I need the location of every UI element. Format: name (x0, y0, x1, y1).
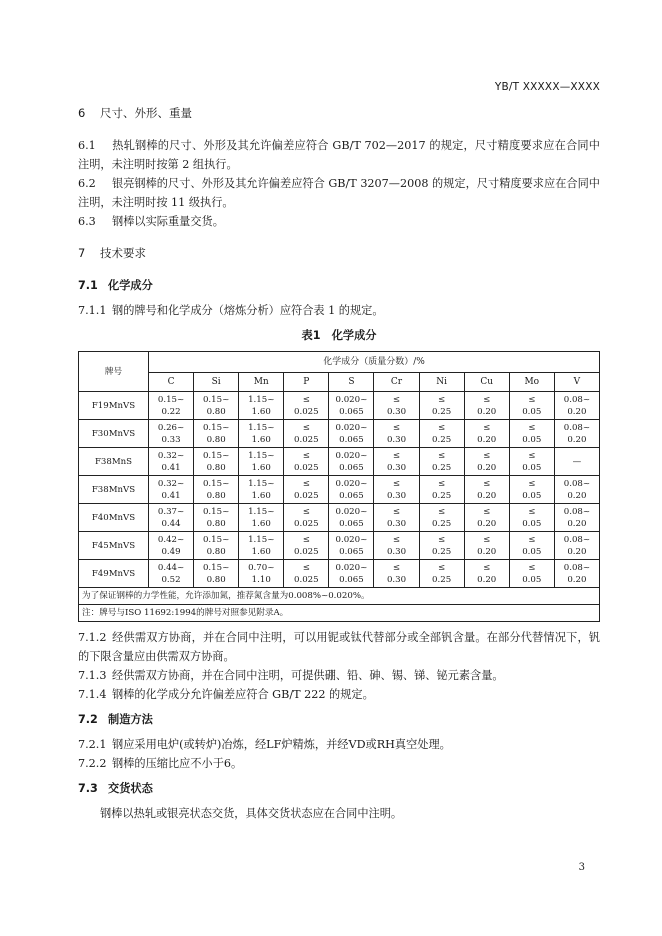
clause-7-3-text: 钢棒以热轧或银亮状态交货，具体交货状态应在合同中注明。 (100, 807, 403, 820)
value-line-1: ≤ (483, 506, 491, 517)
composition-cell (149, 532, 194, 560)
composition-cell (374, 420, 419, 448)
value-line-1: 0.15~ (202, 450, 230, 461)
value-line-1: 0.37~ (157, 506, 185, 517)
composition-cell (149, 476, 194, 504)
composition-cell (554, 476, 599, 504)
composition-cell (329, 448, 374, 476)
value-line-1: ≤ (483, 450, 491, 461)
value-line-2: 0.41 (161, 462, 181, 473)
value-line-2: 0.41 (161, 490, 181, 501)
value-line-1: ≤ (438, 506, 446, 517)
composition-cell (149, 448, 194, 476)
value-line-2: 0.22 (161, 406, 181, 417)
value-line-1: 0.15~ (202, 422, 230, 433)
value-line-1: 1.15~ (248, 422, 275, 433)
composition-cell (509, 392, 554, 420)
composition-cell (329, 476, 374, 504)
clause-number: 7.2.1 (78, 738, 107, 751)
value-line-2: 0.25 (432, 546, 452, 557)
section-title: 交货状态 (108, 782, 153, 795)
value-line-1: 0.15~ (202, 478, 230, 489)
value-line-1: ≤ (302, 562, 310, 573)
value-line-2: 0.80 (206, 546, 226, 557)
clause-text: 经供需双方协商，并在合同中注明，可提供硼、铅、砷、锡、锑、铋元素含量。 (112, 669, 504, 682)
value-line-2: 0.05 (522, 434, 542, 445)
value-line-1: ≤ (438, 422, 446, 433)
value-line-2: 0.25 (432, 518, 452, 529)
composition-cell (554, 420, 599, 448)
composition-cell (194, 392, 239, 420)
composition-cell (194, 420, 239, 448)
composition-cell (464, 420, 509, 448)
value-line-1: 0.15~ (202, 534, 230, 545)
element-header-p: P (284, 373, 329, 392)
composition-cell (194, 448, 239, 476)
value-line-2: 0.065 (339, 518, 364, 529)
clause-6-2 (78, 174, 600, 212)
value-line-2: 0.49 (161, 546, 181, 557)
composition-cell (374, 504, 419, 532)
value-line-1: 0.020~ (335, 534, 368, 545)
value-line-2: 0.065 (339, 574, 364, 585)
clause-number: 7.2.2 (78, 757, 107, 770)
table-row (79, 476, 600, 504)
value-line-2: 0.05 (522, 462, 542, 473)
grade-cell: F40MnVS (79, 504, 149, 532)
composition-cell (239, 448, 284, 476)
composition-cell (149, 560, 194, 588)
grade-cell: F19MnVS (79, 392, 149, 420)
value-line-2: 0.20 (477, 490, 497, 501)
value-line-2: 0.20 (477, 406, 497, 417)
value-line-1: ≤ (302, 422, 310, 433)
element-header-si: Si (194, 373, 239, 392)
value-line-2: 1.60 (251, 462, 271, 473)
value-line-1: 0.08~ (563, 422, 591, 433)
composition-cell (554, 532, 599, 560)
clause-text: 钢棒的压缩比应不小于6。 (112, 757, 243, 770)
composition-cell (554, 560, 599, 588)
table-footnote-nitrogen: 为了保证钢棒的力学性能，允许添加氮，推荐氮含量为0.008%~0.020%。 (79, 588, 600, 605)
composition-cell (284, 560, 329, 588)
value-line-1: ≤ (438, 450, 446, 461)
clause-number: 6.3 (78, 215, 96, 228)
value-line-2: 0.25 (432, 462, 452, 473)
value-line-1: ≤ (302, 450, 310, 461)
composition-cell (374, 560, 419, 588)
chemical-composition-table (78, 351, 600, 622)
composition-cell (149, 392, 194, 420)
value-line-1: — (572, 456, 582, 467)
value-line-1: 0.15~ (202, 394, 230, 405)
composition-cell (239, 392, 284, 420)
section-number: 7.3 (78, 782, 98, 795)
composition-cell (464, 532, 509, 560)
clause-text: 钢棒以实际重量交货。 (112, 215, 224, 228)
value-line-1: ≤ (392, 534, 401, 545)
composition-cell (149, 504, 194, 532)
element-header-s: S (329, 373, 374, 392)
value-line-1: ≤ (302, 394, 310, 405)
section-7-2-heading (78, 710, 600, 729)
value-line-1: ≤ (302, 506, 310, 517)
grade-cell: F38MnVS (79, 476, 149, 504)
value-line-1: ≤ (528, 506, 536, 517)
value-line-1: ≤ (438, 534, 446, 545)
value-line-2: 0.20 (477, 462, 497, 473)
value-line-1: ≤ (302, 478, 310, 489)
element-header-v: V (554, 373, 599, 392)
table-row (79, 448, 600, 476)
clause-7-1-2 (78, 628, 600, 666)
clause-7-2-1 (78, 735, 600, 754)
value-line-1: ≤ (483, 422, 491, 433)
value-line-1: ≤ (483, 478, 491, 489)
value-line-2: 1.10 (251, 574, 271, 585)
composition-cell (239, 420, 284, 448)
value-line-1: ≤ (392, 422, 401, 433)
value-line-2: 0.025 (294, 490, 319, 501)
value-line-1: 1.15~ (248, 394, 275, 405)
value-line-2: 0.80 (206, 490, 226, 501)
composition-cell (239, 476, 284, 504)
value-line-2: 0.80 (206, 574, 226, 585)
value-line-2: 0.30 (386, 518, 407, 529)
value-line-1: ≤ (392, 394, 401, 405)
clause-text: 经供需双方协商，并在合同中注明，可以用铌或钛代替部分或全部钒含量。在部分代替情况下，钒的下限含量应由供需双方协商。 (78, 631, 600, 663)
composition-cell (509, 532, 554, 560)
section-number: 6 (78, 106, 86, 120)
clause-text: 银亮钢棒的尺寸、外形及其允许偏差应符合 GB/T 3207—2008 的规定，尺寸精度要求应在合同中注明，未注明时按 11 级执行。 (78, 177, 600, 209)
table-row (79, 504, 600, 532)
composition-cell (329, 560, 374, 588)
clause-7-1-4 (78, 685, 600, 704)
value-line-2: 0.025 (294, 434, 319, 445)
value-line-2: 0.20 (567, 434, 587, 445)
value-line-2: 0.05 (522, 574, 542, 585)
composition-cell (464, 392, 509, 420)
value-line-2: 0.30 (386, 574, 407, 585)
composition-cell (329, 532, 374, 560)
table-row (79, 420, 600, 448)
value-line-1: 0.020~ (335, 450, 368, 461)
composition-cell (509, 560, 554, 588)
section-title: 技术要求 (100, 246, 146, 260)
section-number: 7.1 (78, 279, 98, 292)
clause-text: 钢棒的化学成分允许偏差应符合 GB/T 222 的规定。 (112, 688, 374, 701)
value-line-2: 0.30 (386, 434, 407, 445)
value-line-2: 0.25 (432, 406, 452, 417)
value-line-1: 0.26~ (157, 422, 185, 433)
value-line-2: 0.25 (432, 434, 452, 445)
value-line-2: 1.60 (251, 546, 271, 557)
value-line-2: 1.60 (251, 490, 271, 501)
value-line-2: 0.065 (339, 490, 364, 501)
value-line-2: 0.80 (206, 434, 226, 445)
standard-code: YB/T XXXXX—XXXX (494, 81, 600, 93)
composition-cell (194, 476, 239, 504)
composition-header: 化学成分（质量分数）/% (149, 352, 600, 373)
value-line-2: 0.20 (477, 574, 497, 585)
value-line-2: 1.60 (251, 434, 271, 445)
value-line-1: ≤ (483, 534, 491, 545)
value-line-2: 0.25 (432, 490, 452, 501)
section-7-1-heading (78, 276, 600, 295)
value-line-2: 0.065 (339, 462, 364, 473)
value-line-2: 0.30 (386, 490, 407, 501)
value-line-2: 0.05 (522, 518, 542, 529)
value-line-2: 0.20 (567, 406, 587, 417)
value-line-2: 0.065 (339, 434, 364, 445)
value-line-1: ≤ (438, 478, 446, 489)
clause-7-1-3 (78, 666, 600, 685)
value-line-1: 0.08~ (563, 478, 591, 489)
value-line-1: ≤ (392, 562, 401, 573)
value-line-2: 0.80 (206, 462, 226, 473)
clause-text: 热轧钢棒的尺寸、外形及其允许偏差应符合 GB/T 702—2017 的规定，尺寸精度要求应在合同中注明，未注明时按第 2 组执行。 (78, 139, 600, 171)
element-header-cu: Cu (464, 373, 509, 392)
value-line-2: 0.05 (522, 490, 542, 501)
composition-cell (194, 532, 239, 560)
table-row (79, 532, 600, 560)
value-line-1: 0.08~ (563, 534, 591, 545)
composition-cell (284, 448, 329, 476)
clause-7-2-2 (78, 754, 600, 773)
value-line-1: ≤ (528, 478, 536, 489)
value-line-1: 0.020~ (335, 478, 368, 489)
value-line-1: ≤ (483, 562, 491, 573)
value-line-2: 0.065 (339, 406, 364, 417)
value-line-1: 0.15~ (157, 394, 185, 405)
element-header-cr: Cr (374, 373, 419, 392)
value-line-2: 0.44 (161, 518, 181, 529)
section-7-3-heading (78, 779, 600, 798)
section-title: 化学成分 (108, 279, 153, 292)
composition-cell (419, 560, 464, 588)
composition-cell (419, 476, 464, 504)
section-title: 尺寸、外形、重量 (100, 106, 192, 120)
composition-cell (374, 532, 419, 560)
value-line-2: 0.025 (294, 462, 319, 473)
composition-cell (509, 420, 554, 448)
value-line-2: 0.30 (386, 462, 407, 473)
element-header-row (79, 373, 600, 392)
value-line-1: ≤ (392, 450, 401, 461)
value-line-2: 0.20 (567, 518, 587, 529)
composition-cell (419, 448, 464, 476)
element-header-mn: Mn (239, 373, 284, 392)
value-line-2: 0.025 (294, 518, 319, 529)
clause-number: 7.1.2 (78, 631, 107, 644)
value-line-1: ≤ (302, 534, 310, 545)
section-number: 7.2 (78, 713, 98, 726)
value-line-1: ≤ (483, 394, 491, 405)
composition-cell (464, 448, 509, 476)
composition-cell (554, 504, 599, 532)
value-line-2: 0.80 (206, 518, 226, 529)
value-line-1: ≤ (528, 534, 536, 545)
composition-cell (554, 448, 599, 476)
composition-cell (239, 532, 284, 560)
composition-cell (284, 420, 329, 448)
composition-cell (374, 448, 419, 476)
value-line-1: 0.08~ (563, 506, 591, 517)
value-line-1: ≤ (528, 394, 536, 405)
composition-cell (194, 560, 239, 588)
composition-cell (464, 504, 509, 532)
composition-cell (374, 392, 419, 420)
composition-cell (419, 504, 464, 532)
value-line-1: 0.08~ (563, 562, 591, 573)
value-line-1: 0.70~ (248, 562, 275, 573)
value-line-2: 1.60 (251, 406, 271, 417)
composition-cell (194, 504, 239, 532)
value-line-1: ≤ (528, 562, 536, 573)
table-note-iso: 注：牌号与ISO 11692:1994的牌号对照参见附录A。 (79, 605, 600, 622)
clause-text: 钢的牌号和化学成分（熔炼分析）应符合表 1 的规定。 (112, 304, 384, 317)
element-header-mo: Mo (509, 373, 554, 392)
value-line-2: 0.52 (161, 574, 181, 585)
grade-cell: F30MnVS (79, 420, 149, 448)
composition-cell (284, 504, 329, 532)
composition-cell (509, 504, 554, 532)
composition-cell (329, 504, 374, 532)
grade-cell: F45MnVS (79, 532, 149, 560)
table-title: 表1 化学成分 (301, 329, 377, 342)
page-number: 3 (578, 862, 585, 873)
composition-cell (554, 392, 599, 420)
value-line-1: 0.44~ (157, 562, 185, 573)
clause-6-3 (78, 212, 600, 231)
value-line-1: 0.32~ (157, 450, 185, 461)
composition-cell (419, 532, 464, 560)
table-row (79, 560, 600, 588)
composition-cell (509, 448, 554, 476)
composition-cell (329, 420, 374, 448)
value-line-2: 0.20 (567, 574, 587, 585)
element-header-ni: Ni (419, 373, 464, 392)
value-line-1: ≤ (392, 478, 401, 489)
composition-cell (419, 420, 464, 448)
document-body (78, 104, 600, 823)
value-line-1: 1.15~ (248, 534, 275, 545)
clause-7-1-1 (78, 301, 600, 320)
section-7-heading (78, 244, 600, 263)
composition-cell (509, 476, 554, 504)
value-line-2: 0.025 (294, 406, 319, 417)
composition-cell (374, 476, 419, 504)
clause-6-1 (78, 136, 600, 174)
grade-cell: F49MnVS (79, 560, 149, 588)
composition-cell (464, 476, 509, 504)
value-line-1: 1.15~ (248, 506, 275, 517)
value-line-2: 0.20 (477, 434, 497, 445)
clause-text: 钢应采用电炉(或转炉)冶炼，经LF炉精炼，并经VD或RH真空处理。 (112, 738, 451, 751)
composition-cell (284, 476, 329, 504)
value-line-1: ≤ (438, 562, 446, 573)
section-6-heading (78, 104, 600, 123)
value-line-1: 0.42~ (157, 534, 185, 545)
value-line-1: 0.020~ (335, 394, 368, 405)
clause-number: 7.1.3 (78, 669, 107, 682)
clause-number: 7.1.4 (78, 688, 107, 701)
value-line-1: 0.020~ (335, 422, 368, 433)
composition-cell (239, 504, 284, 532)
value-line-1: ≤ (392, 506, 401, 517)
value-line-2: 0.05 (522, 406, 542, 417)
composition-cell (149, 420, 194, 448)
value-line-2: 0.30 (386, 546, 407, 557)
value-line-1: ≤ (438, 394, 446, 405)
value-line-1: ≤ (528, 422, 536, 433)
value-line-1: 0.32~ (157, 478, 185, 489)
value-line-2: 1.60 (251, 518, 271, 529)
value-line-2: 0.25 (432, 574, 452, 585)
value-line-2: 0.20 (567, 490, 587, 501)
value-line-2: 0.025 (294, 546, 319, 557)
composition-cell (239, 560, 284, 588)
composition-cell (329, 392, 374, 420)
value-line-1: 0.020~ (335, 506, 368, 517)
value-line-2: 0.33 (161, 434, 181, 445)
value-line-2: 0.20 (477, 546, 497, 557)
clause-number: 6.2 (78, 177, 96, 190)
value-line-2: 0.20 (477, 518, 497, 529)
grade-cell: F38MnS (79, 448, 149, 476)
value-line-1: ≤ (528, 450, 536, 461)
value-line-2: 0.80 (206, 406, 226, 417)
element-header-c: C (149, 373, 194, 392)
value-line-2: 0.025 (294, 574, 319, 585)
table-row (79, 392, 600, 420)
clause-number: 7.1.1 (78, 304, 107, 317)
section-title: 制造方法 (108, 713, 153, 726)
value-line-2: 0.30 (386, 406, 407, 417)
value-line-1: 0.15~ (202, 506, 230, 517)
value-line-1: 0.15~ (202, 562, 230, 573)
clause-number: 6.1 (78, 139, 96, 152)
value-line-2: 0.065 (339, 546, 364, 557)
value-line-2: 0.05 (522, 546, 542, 557)
value-line-1: 1.15~ (248, 478, 275, 489)
composition-cell (284, 392, 329, 420)
value-line-1: 0.020~ (335, 562, 368, 573)
composition-cell (464, 560, 509, 588)
value-line-1: 0.08~ (563, 394, 591, 405)
grade-header: 牌号 (79, 352, 149, 392)
section-number: 7 (78, 246, 86, 260)
composition-cell (419, 392, 464, 420)
value-line-1: 1.15~ (248, 450, 275, 461)
value-line-2: 0.20 (567, 546, 587, 557)
composition-cell (284, 532, 329, 560)
